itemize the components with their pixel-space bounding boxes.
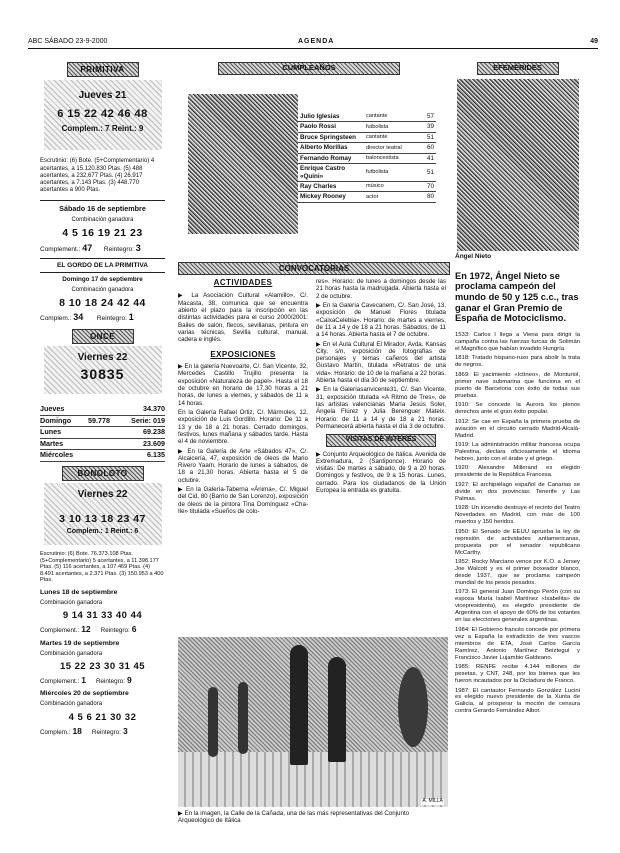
bonoloto-draw	[40, 640, 165, 686]
once-number: 34.370	[143, 404, 165, 414]
section-title: AGENDA	[298, 38, 335, 45]
draw-extra	[40, 624, 165, 634]
birthday-job: director teatral	[364, 143, 416, 153]
efemeride-item: 1952: Rocky Marciano vence por K.O. a Jersey Joe Walcott y es el primer boxeador blanco, desde 1937, que se proclama campeón mundial de los pesos pesados.	[455, 559, 580, 586]
sabado-extra: Complement.: 47 Reintegro: 3	[40, 242, 141, 253]
once-row	[40, 404, 165, 415]
efemeride-item: 1984: El Gobierno francés concede por primera vez a España la extradición de tres vascos miembros de ETA, José Carlos García Ramírez, Antonio Martínez Beiztegui y Francisco Javier Lujambio Galdeano.	[455, 626, 580, 661]
draw-numbers: 15 22 23 30 31 45	[59, 660, 146, 672]
cumpleanos-section	[178, 62, 448, 242]
birthdays-table	[298, 112, 436, 203]
efemerides-headline: En 1972, Ángel Nieto se proclama campeón del mundo de 50 y 125 c.c., tras ganar el Gran Premio de España de Motociclismo.	[455, 270, 579, 324]
birthday-age: 70	[416, 181, 436, 191]
once-mid	[88, 450, 122, 461]
birthday-job: actor	[364, 192, 416, 202]
header-date: ABC SÁBADO 23-9-2000	[28, 38, 108, 45]
birthday-name: Paolo Rossi	[298, 122, 364, 132]
draw-title: Miércoles 20 de septiembre	[40, 690, 129, 698]
once-mid: 59.778	[88, 415, 110, 425]
once-stamp	[44, 346, 162, 394]
sabado-label: Combinación ganadora	[71, 217, 134, 224]
gallery-item: res». Horario: de lunes a domingos desde las 21 horas hasta la madrugada. Abierta hasta el 2 de octubre.	[316, 278, 446, 300]
page-header	[28, 38, 598, 49]
efemeride-item: 1985: RENFE recibe 4.144 millones de pesetas, y CNT, 248, por los bienes que les fueron incautados por la Dictadura de Franco.	[455, 664, 580, 685]
gordo-title: EL GORDO DE LA PRIMITIVA	[40, 262, 165, 273]
angel-nieto-photo	[457, 79, 579, 251]
efemerides-list	[455, 332, 580, 715]
bonoloto-numbers: 3 10 13 18 23 47	[59, 512, 146, 525]
italica-photo	[178, 637, 448, 807]
once-day: Domingo	[40, 415, 72, 425]
birthday-row	[298, 143, 436, 153]
once-day: Jueves	[40, 404, 65, 414]
exposicion-item: ▶ En la Galería-Taberna «Ánima», C/. Miguel del Cid, 80 (Barrio de San Lorenzo), exposición de óleos de la pintora Tina Domínguez «Cha-Ile» titulada «Sueños de colo-	[178, 486, 309, 515]
exposiciones-list	[178, 363, 308, 515]
birthday-row	[298, 164, 436, 182]
primitiva-day: Jueves 21	[78, 90, 127, 102]
efemeride-item: 1950: El Senado de EEUU aprueba la ley de represión de actividades antiamericanas, propuesta por el senador republicano McCarthy.	[455, 528, 580, 556]
once-mid	[88, 427, 122, 438]
once-row	[40, 427, 165, 438]
once-mid	[88, 404, 122, 415]
primitiva-prizes: Escrutinio: (6) Bote. (5+Complementario) 4 acertantes, a 15.120.830 Ptas. (5) 488 acertantes, a 232.677 Ptas. (4) 26.917 acertantes, a 7.143 Ptas. (3) 448.770 acertantes a 900 Ptas.	[40, 158, 155, 193]
primitiva-stamp	[44, 80, 162, 150]
birthday-job: futbolista	[364, 122, 416, 132]
birthday-age: 39	[416, 122, 436, 132]
birthday-name: Fernando Romay	[298, 153, 364, 163]
birthday-row	[298, 192, 436, 202]
efemerides-banner: EFEMÉRIDES	[477, 62, 559, 75]
birthday-job: cantante	[364, 112, 416, 122]
photo-credit: A. MILLA	[422, 798, 443, 805]
once-number: 23.609	[143, 438, 165, 448]
birthday-row	[298, 181, 436, 191]
comp-value: 1	[81, 675, 86, 685]
bonoloto-draw	[40, 589, 165, 635]
reint-value: 3	[122, 725, 128, 736]
bonoloto-day: Viernes 22	[77, 489, 128, 501]
draw-extra	[40, 675, 165, 685]
cumpleanos-banner: CUMPLEAÑOS	[218, 62, 400, 75]
comp-label: Complement.:	[40, 627, 80, 635]
once-results-table	[40, 404, 165, 461]
birthday-age: 80	[416, 192, 436, 202]
efemeride-item: 1869: El yacimiento «Ictíneo», de Monturiol, primer nave submarina que funciona en el puerto de Barcelona con éxito de todas sus pruebas.	[455, 371, 580, 399]
once-row	[40, 450, 165, 461]
birthday-name: Mickey Rooney	[298, 192, 364, 202]
bonoloto-draw	[40, 690, 165, 736]
birthday-name: Enrique Castro «Quini»	[298, 164, 364, 182]
gallery-item: ▶ En el Aula Cultural El Mirador, Avda. Kansas City, s/n, exposición de fotografías de personajes y temas cañeros del artista Gustavo Martín, titulada «Retratos de una vida». Horario: de 10 de la mañana a 22 horas. Abierta hasta el día 30 de septiembre.	[316, 340, 446, 385]
bonoloto-stamp	[44, 483, 162, 545]
efemeride-item: 1912: Se cae en España la primera prueba de aviación en el circuito cerrado Madrid-Alcalá-Madrid.	[455, 418, 580, 439]
convocatorias-col-b	[316, 278, 446, 496]
birthday-row	[298, 122, 436, 132]
once-stamp-number: 30835	[80, 365, 125, 382]
birthday-age: 57	[416, 112, 436, 122]
draw-title: Martes 19 de septiembre	[40, 639, 120, 647]
photo-label: Ángel Nieto	[455, 252, 492, 260]
bonoloto-draws	[40, 589, 165, 736]
actividades-heading: ACTIVIDADES	[213, 278, 273, 287]
draw-numbers: 4 5 6 21 30 32	[68, 711, 137, 723]
once-banner: ONCE	[72, 329, 134, 344]
sabado-numbers: 4 5 16 19 21 23	[62, 227, 143, 240]
once-number: Serie: 019	[131, 415, 165, 425]
exposicion-item: En la Galería Rafael Ortiz, C/. Mármoles, 12, exposición de Luis Gordillo. Horario: De 11 a 13 y de 18 a 21 horas. Cerrado domingos, festivos, lunes mañana y sábados tarde. Hasta el 4 de noviembre.	[178, 408, 308, 446]
primitiva-banner: PRIMITIVA	[67, 62, 139, 77]
once-day: Miércoles	[40, 450, 74, 460]
birthday-job: músico	[364, 181, 416, 191]
bonoloto-extra: Complem.: 1 Reint.: 6	[66, 528, 139, 536]
once-mid	[88, 438, 122, 449]
birthday-name: Julio Iglesias	[298, 112, 364, 122]
birthday-job: cantante	[364, 132, 416, 142]
once-row	[40, 438, 165, 449]
once-number: 69.238	[143, 427, 165, 437]
comp-label: Complem.:	[40, 728, 71, 736]
efemeride-item: 1920: Alexandre Millerand es elegido presidente de la República Francesa.	[455, 465, 580, 479]
efemeride-item: 1919: La administración militar francesa ocupa Palestina, declara oficiosamente el idioma hebreo, junto con el árabe y el griego.	[455, 442, 580, 462]
draw-label: Combinación ganadora	[40, 600, 103, 606]
draw-title: Lunes 18 de septiembre	[40, 588, 118, 596]
once-day: Martes	[40, 438, 64, 448]
gordo-numbers: 8 10 18 24 42 44	[59, 296, 146, 309]
reint-label: Reintegro:	[95, 678, 125, 685]
comp-value: 12	[81, 624, 91, 635]
gordo-extra: Complem.: 34 Reintegro: 1	[40, 312, 134, 323]
lottery-column	[40, 62, 165, 736]
efemeride-item: 1928: Un incendio destruye el recinto del Teatro Novedades en Madrid, con más de 100 muertos y 150 heridos.	[455, 505, 580, 526]
visitas-banner: VISITAS DE INTERÉS	[326, 434, 436, 446]
efemeride-item: 1973: El general Juan Domingo Perón (con su esposa María Isabel Martínez «Isabelita» de vicepresidenta), es elegido presidente de Argentina con el apoyo de 60% de los votantes en las elecciones generales argentinas.	[455, 589, 580, 624]
efemeride-item: 1818: Tratado hispano-ruso para abolir la trata de negros.	[455, 355, 580, 369]
once-row	[40, 415, 165, 426]
efemeride-item: 1533: Carlos I llega a Viena para dirigir la campaña contra las fuerzas turcas de Solimán el Magnífico que habían invadido Hungría.	[455, 331, 580, 352]
gallery-item: ▶ En la Galería Cavecanem, C/. San José, 13, exposición de Manuel Flores titulada «CaixaCelebia». Horario: de martes a viernes, de 11 a 14 y de 18 a 21 horas. Sábados, de 11 a 14 horas. Abierta hasta el 7 de octubre.	[316, 301, 446, 339]
comp-label: Complement.:	[40, 678, 80, 685]
efemeride-item: 1910: Se concede la Aurora los plenos derechos ante el gran éxito popular.	[455, 402, 580, 416]
once-stamp-day: Viernes 22	[77, 352, 128, 364]
birthday-name: Ray Charles	[298, 181, 364, 191]
convocatorias-col-a	[178, 278, 308, 517]
birthday-age: 60	[416, 143, 436, 153]
primitiva-numbers: 6 15 22 42 46 48	[57, 108, 148, 121]
primitiva-extra: Complem.: 7 Reint.: 9	[61, 124, 144, 134]
bonoloto-prizes: Escrutinio: (6) Bote. 76.373.108 Ptas. (5+Complementario) 5 acertantes, a 11.398.177 Ptas. (5) 116 acertantes, a 107.469 Ptas. (4) 8.491 acertantes, a 2.371 Ptas. (3) 150.953 a 400 Ptas.	[40, 551, 164, 584]
visitas-text: ▶ Conjunto Arqueológico de Itálica. Avenida de Extremadura, 2 (Santiponce). Horario de visitas: De martes a sábado, de 9 a 20 horas. Domingos y festivos, de 9 a 15 horas. Lunes, cerrado. Para los ciudadanos de la Unión Europea la entrada es gratuita.	[316, 450, 446, 495]
draw-label: Combinación ganadora	[40, 650, 103, 657]
birthday-age: 41	[416, 153, 436, 163]
reint-label: Reintegro:	[100, 627, 130, 635]
exposicion-item: ▶ En la Galería de Arte «Sábados 47», C/. Alcaicería, 47, exposición de óleos de Mario Rivero Yaam. Horario de lunes a sábados, de 18 a 21,30 horas. Abierta hasta el 5 de octubre.	[178, 447, 308, 484]
julio-iglesias-photo	[188, 94, 298, 234]
reint-value: 6	[131, 624, 137, 635]
reint-value: 9	[127, 675, 132, 685]
birthday-row	[298, 153, 436, 163]
exposicion-item: ▶ En la galería Nuevoarte, C/. San Vicente, 32, Mercedes Castillo Trujillo presenta la exposición «Naturaleza de papel». Hasta el 18 de octubre en horario de 17,30 horas a 21 horas, de lunes a viernes, y sábados de 11 a 14 horas.	[178, 363, 308, 407]
birthday-row	[298, 132, 436, 142]
efemerides-section	[455, 62, 580, 718]
gordo-date: Domingo 17 de septiembre	[62, 276, 143, 284]
draw-extra	[40, 726, 165, 736]
birthday-row	[298, 112, 436, 122]
birthday-age: 51	[416, 164, 436, 182]
sabado-title: Sábado 16 de septiembre	[59, 203, 146, 213]
birthday-name: Bruce Springsteen	[298, 132, 364, 142]
once-day: Lunes	[40, 427, 62, 437]
birthday-age: 51	[416, 132, 436, 142]
birthday-job: futbolista	[364, 164, 416, 182]
draw-numbers: 9 14 31 33 40 44	[62, 610, 143, 622]
draw-label: Combinación ganadora	[40, 701, 103, 708]
convocatorias-banner: CONVOCATORIAS	[178, 262, 450, 275]
reint-label: Reintegro:	[91, 728, 121, 736]
bonoloto-banner: BONOLOTO	[62, 466, 144, 481]
efemeride-item: 1927: El archipiélago español de Canarias se divide en dos provincias: Tenerife y Las Palmas.	[455, 481, 580, 502]
birthday-name: Alberto Morillas	[298, 143, 364, 153]
birthday-job: baloncestista	[364, 153, 416, 163]
gordo-label: Combinación ganadora	[71, 286, 134, 293]
efemeride-item: 1987: El cantautor Fernando González Lucini es elegido nuevo presidente de la Xunta de Galicia, al prosperar la moción de censura contra Gerardo Fernández Albor.	[455, 687, 580, 715]
page-number: 49	[590, 38, 598, 45]
italica-caption: ▶ En la imagen, la Calle de la Cañada, una de las más representativas del Conjunto Arqueológico de Itálica	[178, 810, 410, 825]
once-number: 6.135	[147, 450, 165, 460]
gallery-item: ▶ En la Galeríasanvicente31, C/. San Vicente, 31, exposición titulada «A Ritmo de Tres», de las artistas valencianas María Jesús Soler, Ángela Flúrez y Julia Berenguer Mateix. Horario: de 11 a 14 y de 18 a 21 horas. Permanecerá abierta hasta el día 3 de octubre.	[316, 386, 446, 430]
galleries-list	[316, 278, 446, 430]
exposiciones-heading: EXPOSICIONES	[210, 349, 276, 359]
actividades-text: ▶ La Asociación Cultural «Alamillo», C/. Macasta, 38, comunica que se encuentra abierto el plazo para la inscripción en las distintas actividades para el curso 2000/2001: Bailes de salón, flecos, sevillanas, pintura en varias técnicas, Sevilla cultural, manual, cadera e inglés.	[178, 292, 308, 344]
comp-value: 18	[72, 725, 82, 736]
